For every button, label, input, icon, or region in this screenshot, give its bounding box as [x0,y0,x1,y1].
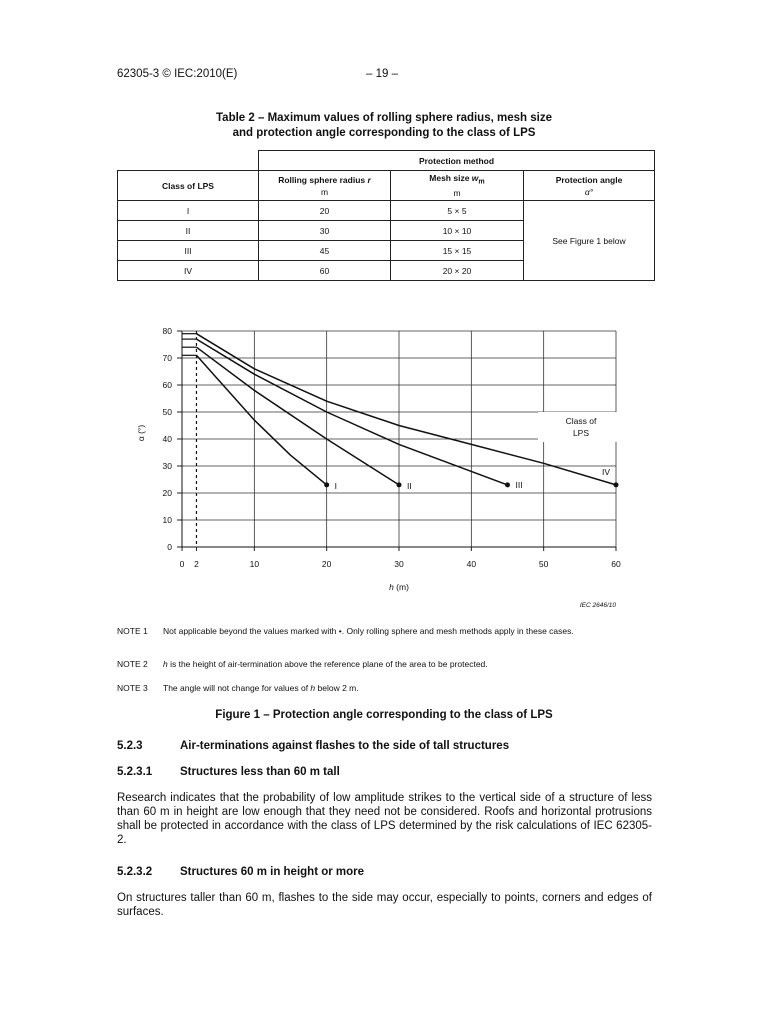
section-title: Structures 60 m in height or more [180,866,365,878]
class-header: Class of LPS [118,171,259,201]
radius-cell: 30 [259,221,391,241]
mesh-header-unit: m [453,188,461,199]
mesh-cell: 5 × 5 [391,201,524,221]
section-title: Structures less than 60 m tall [180,766,340,778]
section-title: Air-terminations against flashes to the side of tall structures [180,740,510,752]
series-line-I [196,355,326,485]
note-text-rest: is the height of air-termination above the reference plane of the area to be protected. [167,659,488,669]
angle-header-unit: α° [584,186,594,197]
class-cell: II [118,221,259,241]
series-label-I: I [334,480,338,491]
section-number: 5.2.3.2 [117,866,153,878]
radius-header-label: Rolling sphere radius [278,174,368,185]
series-end-marker-II [397,482,402,487]
note-text-rest: below 2 m. [315,683,359,693]
class-cell: III [118,241,259,261]
page-number: – 19 – [366,68,398,80]
document-id: 62305-3 © IEC:2010(E) [117,68,238,80]
protection-method-header: Protection method [259,151,655,171]
figure-caption: Figure 1 – Protection angle corresponding to the class of LPS [215,709,553,721]
y-tick-label: 50 [162,407,172,417]
legend-title-line1: Class of [565,416,597,426]
x-tick-label: 10 [249,559,260,569]
section-number: 5.2.3 [117,740,143,752]
x-tick-label: 30 [394,559,404,569]
x-tick-label: 40 [466,559,477,569]
note-text: Not applicable beyond the values marked with •. Only rolling sphere and mesh methods apply in these cases. [163,626,574,636]
mesh-cell: 20 × 20 [391,261,524,281]
radius-cell: 45 [259,241,391,261]
series-label-III: III [515,479,523,490]
class-cell: I [118,201,259,221]
x-tick-label: 0 [179,559,185,569]
series-end-marker-I [324,482,329,487]
y-tick-label: 60 [162,380,172,390]
x-tick-label: 2 [194,559,199,569]
paragraph: Research indicates that the probability of low amplitude strikes to the vertical side of a structure of less than 60 m in height are low enough that they need not be considered. Roofs and horizontal protrusions shall be protected in accordance with the class of LPS determined by the risk calculations of IEC 62305-2. [117,792,652,846]
radius-header-unit: m [320,186,329,197]
class-cell: IV [118,261,259,281]
section-number: 5.2.3.1 [117,766,153,778]
mesh-cell: 15 × 15 [391,241,524,261]
mesh-cell: 10 × 10 [391,221,524,241]
note-var: h [163,659,168,669]
series-label-IV: IV [602,466,611,477]
note-text [163,683,655,694]
radius-cell: 60 [259,261,391,281]
x-tick-label: 20 [321,559,332,569]
y-tick-label: 70 [162,353,172,363]
mesh-header-label: Mesh size [429,172,472,183]
table-caption-line2: and protection angle corresponding to the class of LPS [232,127,536,139]
y-tick-label: 80 [162,326,172,336]
legend-title-line2: LPS [572,428,590,438]
series-line-IV [196,334,616,485]
y-axis-label: α (°) [136,424,146,442]
y-tick-label: 20 [162,488,172,498]
series-end-marker-III [505,482,510,487]
x-tick-label: 60 [611,559,621,569]
y-tick-label: 40 [162,434,172,444]
figure-reference: IEC 2646/10 [579,602,616,609]
note-text-pre: The angle will not change for values of [163,683,311,693]
y-tick-label: 10 [162,515,172,525]
paragraph: On structures taller than 60 m, flashes to the side may occur, especially to points, corners and edges of surfaces. [117,892,652,918]
series-label-II: II [407,480,412,491]
y-tick-label: 0 [167,542,172,552]
note-text [163,659,655,670]
x-axis-label: h (m) [389,582,409,592]
radius-cell: 20 [259,201,391,221]
mesh-header-var: w [471,172,479,183]
table-caption-line1: Table 2 – Maximum values of rolling sphere radius, mesh size [216,112,552,124]
y-tick-label: 30 [162,461,172,471]
x-tick-label: 50 [538,559,549,569]
note-label: NOTE 3 [117,683,148,693]
angle-note-cell: See Figure 1 below [524,201,655,281]
note-label: NOTE 2 [117,659,148,669]
angle-header-label: Protection angle [555,174,623,185]
note-label: NOTE 1 [117,626,148,636]
series-end-marker-IV [614,482,619,487]
radius-header-var: r [367,174,371,185]
note-var: h [310,683,316,693]
mesh-header-sub: m [478,177,485,186]
